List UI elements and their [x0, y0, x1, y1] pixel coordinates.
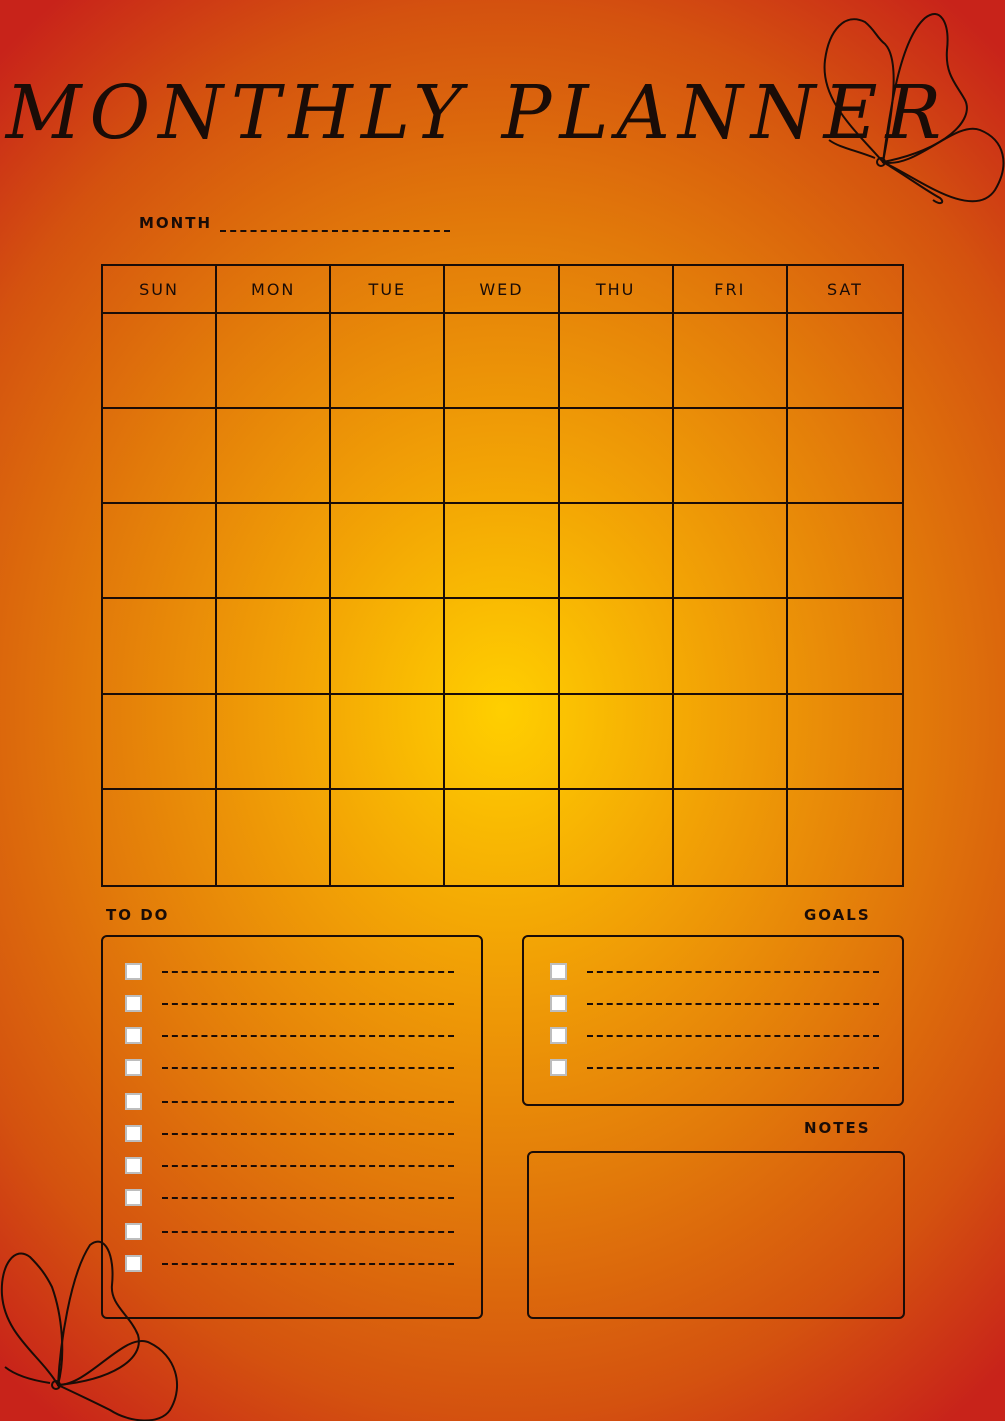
- todo-item: [125, 1059, 454, 1076]
- calendar-cell[interactable]: [445, 314, 559, 409]
- calendar-cell[interactable]: [788, 599, 902, 694]
- checkbox-icon[interactable]: [125, 995, 142, 1012]
- todo-line[interactable]: [162, 971, 454, 973]
- notes-label: NOTES: [804, 1119, 871, 1137]
- todo-item: [125, 1255, 454, 1272]
- day-header-fri: FRI: [674, 266, 788, 314]
- calendar-cell[interactable]: [788, 695, 902, 790]
- todo-line[interactable]: [162, 1231, 454, 1233]
- calendar-cell[interactable]: [560, 695, 674, 790]
- goals-label: GOALS: [804, 906, 871, 924]
- calendar-grid: [101, 264, 904, 887]
- calendar-cell[interactable]: [217, 409, 331, 504]
- goal-item: [550, 963, 879, 980]
- calendar-cell[interactable]: [331, 790, 445, 885]
- calendar-cell[interactable]: [674, 504, 788, 599]
- day-header-tue: TUE: [331, 266, 445, 314]
- calendar-cell[interactable]: [788, 314, 902, 409]
- todo-line[interactable]: [162, 1035, 454, 1037]
- checkbox-icon[interactable]: [125, 1059, 142, 1076]
- todo-line[interactable]: [162, 1197, 454, 1199]
- day-header-mon: MON: [217, 266, 331, 314]
- checkbox-icon[interactable]: [125, 963, 142, 980]
- checkbox-icon[interactable]: [550, 1027, 567, 1044]
- checkbox-icon[interactable]: [125, 1157, 142, 1174]
- todo-item: [125, 1223, 454, 1240]
- calendar-cell[interactable]: [788, 409, 902, 504]
- notes-box[interactable]: [527, 1151, 905, 1319]
- todo-item: [125, 1125, 454, 1142]
- calendar-cell[interactable]: [103, 409, 217, 504]
- calendar-cell[interactable]: [560, 504, 674, 599]
- checkbox-icon[interactable]: [125, 1189, 142, 1206]
- calendar-cell[interactable]: [217, 790, 331, 885]
- month-input-line[interactable]: [220, 229, 450, 232]
- todo-line[interactable]: [162, 1133, 454, 1135]
- checkbox-icon[interactable]: [125, 1093, 142, 1110]
- calendar-cell[interactable]: [331, 409, 445, 504]
- todo-item: [125, 963, 454, 980]
- goal-line[interactable]: [587, 971, 879, 973]
- todo-item: [125, 1189, 454, 1206]
- checkbox-icon[interactable]: [550, 995, 567, 1012]
- day-header-sat: SAT: [788, 266, 902, 314]
- todo-line[interactable]: [162, 1003, 454, 1005]
- calendar-cell[interactable]: [103, 695, 217, 790]
- todo-item: [125, 1027, 454, 1044]
- calendar-cell[interactable]: [674, 790, 788, 885]
- calendar-cell[interactable]: [445, 504, 559, 599]
- calendar-cell[interactable]: [445, 599, 559, 694]
- calendar-cell[interactable]: [331, 314, 445, 409]
- calendar-cell[interactable]: [103, 504, 217, 599]
- todo-line[interactable]: [162, 1263, 454, 1265]
- checkbox-icon[interactable]: [550, 963, 567, 980]
- calendar-cell[interactable]: [560, 409, 674, 504]
- goal-item: [550, 995, 879, 1012]
- todo-item: [125, 1093, 454, 1110]
- calendar-cell[interactable]: [217, 504, 331, 599]
- checkbox-icon[interactable]: [550, 1059, 567, 1076]
- todo-item: [125, 995, 454, 1012]
- calendar-cell[interactable]: [103, 790, 217, 885]
- goal-item: [550, 1059, 879, 1076]
- month-label: MONTH: [139, 214, 213, 232]
- calendar-cell[interactable]: [217, 314, 331, 409]
- calendar-cell[interactable]: [103, 599, 217, 694]
- goals-box: [522, 935, 904, 1106]
- page-title: MONTHLY PLANNER: [5, 70, 950, 156]
- goal-line[interactable]: [587, 1003, 879, 1005]
- calendar-cell[interactable]: [674, 409, 788, 504]
- calendar-cell[interactable]: [788, 504, 902, 599]
- calendar-cell[interactable]: [445, 695, 559, 790]
- calendar-cell[interactable]: [445, 790, 559, 885]
- calendar-cell[interactable]: [674, 314, 788, 409]
- calendar-cell[interactable]: [217, 695, 331, 790]
- goal-line[interactable]: [587, 1035, 879, 1037]
- calendar-cell[interactable]: [331, 695, 445, 790]
- todo-label: TO DO: [106, 906, 170, 924]
- day-header-sun: SUN: [103, 266, 217, 314]
- calendar-cell[interactable]: [560, 790, 674, 885]
- calendar-cell[interactable]: [560, 599, 674, 694]
- calendar-cell[interactable]: [217, 599, 331, 694]
- month-field: [139, 214, 450, 232]
- calendar-cell[interactable]: [788, 790, 902, 885]
- calendar-cell[interactable]: [674, 695, 788, 790]
- calendar-cell[interactable]: [331, 504, 445, 599]
- checkbox-icon[interactable]: [125, 1223, 142, 1240]
- checkbox-icon[interactable]: [125, 1125, 142, 1142]
- calendar-cell[interactable]: [674, 599, 788, 694]
- butterfly-icon: [815, 0, 1005, 210]
- todo-line[interactable]: [162, 1165, 454, 1167]
- checkbox-icon[interactable]: [125, 1255, 142, 1272]
- todo-line[interactable]: [162, 1101, 454, 1103]
- calendar-cell[interactable]: [331, 599, 445, 694]
- calendar-cell[interactable]: [445, 409, 559, 504]
- goal-item: [550, 1027, 879, 1044]
- todo-item: [125, 1157, 454, 1174]
- calendar-cell[interactable]: [103, 314, 217, 409]
- day-header-wed: WED: [445, 266, 559, 314]
- checkbox-icon[interactable]: [125, 1027, 142, 1044]
- calendar-cell[interactable]: [560, 314, 674, 409]
- day-header-thu: THU: [560, 266, 674, 314]
- todo-line[interactable]: [162, 1067, 454, 1069]
- goal-line[interactable]: [587, 1067, 879, 1069]
